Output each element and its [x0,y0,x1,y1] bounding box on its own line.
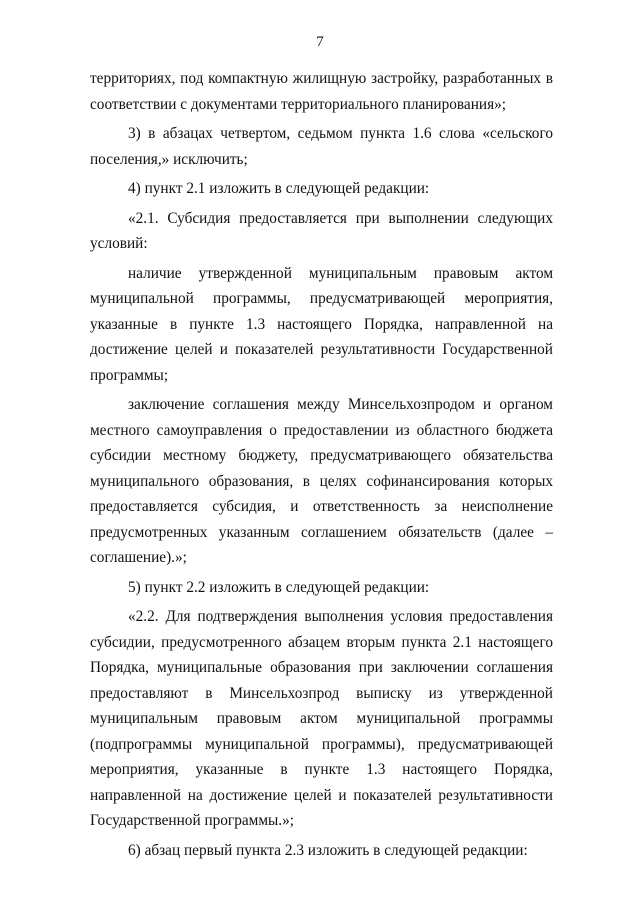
paragraph-item-3: 3) в абзацах четвертом, седьмом пункта 1.6 слова «сельского поселения,» исключить; [90,125,553,168]
paragraph-clause-2-1: «2.1. Субсидия предоставляется при выполнении следующих условий: [90,209,553,252]
paragraph-item-4: 4) пункт 2.1 изложить в следующей редакции: [128,180,430,197]
document-body [90,66,553,867]
paragraph-item-6: 6) абзац первый пункта 2.3 изложить в следующей редакции: [128,841,528,859]
paragraph-item-5: 5) пункт 2.2 изложить в следующей редакции: [128,578,430,596]
page-number: 7 [316,34,324,50]
paragraph-clause-2-2: «2.2. Для подтверждения выполнения условия предоставления субсидии, предусмотренного абзацем вторым пункта 2.1 настоящего Порядка, муниципальные образования при заключении соглашения предоставляют в Минсельхозпрод выписку из утвержденной муниципальным правовым актом муниципальной программы (подпрограммы муниципальной программы), предусматривающей мероприятия, указанные в пункте 1.3 настоящего Порядка, направленной на достижение целей и показателей результативности Государственной программы.»; [90,608,553,829]
paragraph-condition-program: наличие утвержденной муниципальным правовым актом муниципальной программы, предусматривающей мероприятия, указанные в пункте 1.3 настоящего Порядка, направленной на достижение целей и показателей результативности Государственной программы; [90,264,553,384]
paragraph-continuation: территориях, под компактную жилищную застройку, разработанных в соответствии с документами территориального планирования»; [90,70,553,113]
paragraph-condition-agreement: заключение соглашения между Минсельхозпродом и органом местного самоуправления о предоставлении из областного бюджета субсидии местному бюджету, предусматривающего обязательства муниципального образования, в целях софинансирования которых предоставляется субсидия, и ответственность за неисполнение предусмотренных указанным соглашением обязательств (далее – соглашение).»; [90,396,553,566]
